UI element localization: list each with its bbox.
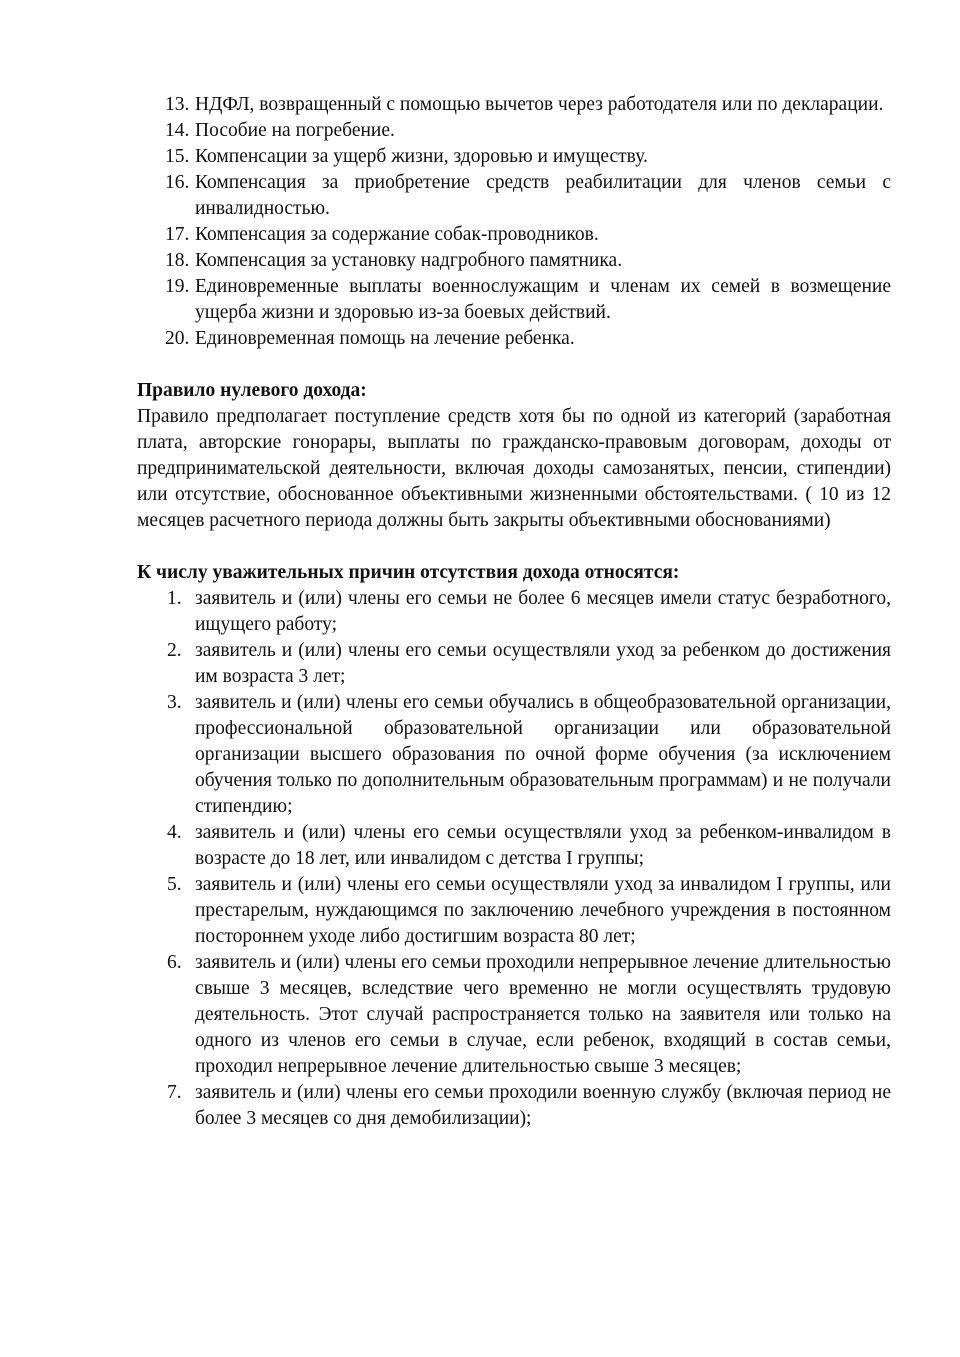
item-number: 17. [165, 224, 190, 245]
item-number: 6. [167, 952, 182, 973]
item-number: 2. [167, 640, 182, 661]
item-text: Компенсация за содержание собак-проводников. [195, 224, 599, 245]
spacer [137, 534, 891, 560]
item-number: 7. [167, 1082, 182, 1103]
list-item [137, 326, 891, 352]
item-number: 16. [165, 172, 190, 193]
item-number: 4. [167, 822, 182, 843]
item-text: заявитель и (или) члены его семьи осуществляли уход за инвалидом I группы, или престарелым, нуждающимся по заключению лечебного учреждения в постоянном постороннем уходе либо достигшим возраста 80 лет; [195, 874, 891, 947]
list-item [137, 118, 891, 144]
payments-list-continued [137, 92, 891, 352]
valid-reasons-list [137, 586, 891, 1132]
item-text: Единовременная помощь на лечение ребенка. [195, 328, 575, 349]
item-text: НДФЛ, возвращенный с помощью вычетов через работодателя или по декларации. [195, 94, 884, 115]
list-item [137, 638, 891, 690]
item-text: заявитель и (или) члены его семьи проходили военную службу (включая период не более 3 месяцев со дня демобилизации); [195, 1082, 891, 1129]
item-text: заявитель и (или) члены его семьи осуществляли уход за ребенком до достижения им возраста 3 лет; [195, 640, 891, 687]
item-text: заявитель и (или) члены его семьи осуществляли уход за ребенком-инвалидом в возрасте до 18 лет, или инвалидом с детства I группы; [195, 822, 891, 869]
item-number: 13. [165, 94, 190, 115]
item-text: Единовременные выплаты военнослужащим и членам их семей в возмещение ущерба жизни и здоровью из-за боевых действий. [195, 276, 891, 323]
item-text: заявитель и (или) члены его семьи не более 6 месяцев имели статус безработного, ищущего работу; [195, 588, 891, 635]
item-text: Пособие на погребение. [195, 120, 395, 141]
item-number: 1. [167, 588, 182, 609]
list-item [137, 820, 891, 872]
item-text: заявитель и (или) члены его семьи обучались в общеобразовательной организации, профессиональной образовательной организации или образовательной организации высшего образования по очной форме обучения (за исключением обучения только по дополнительным образовательным программам) и не получали стипендию; [195, 692, 891, 817]
list-item [137, 690, 891, 820]
list-item [137, 222, 891, 248]
list-item [137, 92, 891, 118]
item-text: Компенсации за ущерб жизни, здоровью и имуществу. [195, 146, 648, 167]
spacer [137, 352, 891, 378]
valid-reasons-heading: К числу уважительных причин отсутствия дохода относятся: [137, 562, 680, 583]
document-page [137, 92, 891, 1132]
item-text: Компенсация за приобретение средств реабилитации для членов семьи с инвалидностью. [195, 172, 891, 219]
item-number: 3. [167, 692, 182, 713]
item-number: 15. [165, 146, 190, 167]
list-item [137, 248, 891, 274]
list-item [137, 144, 891, 170]
zero-income-heading: Правило нулевого дохода: [137, 380, 367, 401]
list-item [137, 872, 891, 950]
item-number: 20. [165, 328, 190, 349]
item-number: 5. [167, 874, 182, 895]
item-number: 14. [165, 120, 190, 141]
item-number: 19. [165, 276, 190, 297]
list-item [137, 170, 891, 222]
item-text: заявитель и (или) члены его семьи проходили непрерывное лечение длительностью свыше 3 месяцев, вследствие чего временно не могли осуществлять трудовую деятельность. Этот случай распространяется только на заявителя или только на одного из членов его семьи в случае, если ребенок, входящий в состав семьи, проходил непрерывное лечение длительностью свыше 3 месяцев; [195, 952, 891, 1077]
zero-income-paragraph: Правило предполагает поступление средств хотя бы по одной из категорий (заработная плата, авторские гонорары, выплаты по гражданско-правовым договорам, доходы от предпринимательской деятельности, включая доходы самозанятых, пенсии, стипендии) или отсутствие, обоснованное объективными жизненными обстоятельствами. ( 10 из 12 месяцев расчетного периода должны быть закрыты объективными обоснованиями) [137, 406, 891, 531]
item-text: Компенсация за установку надгробного памятника. [195, 250, 623, 271]
list-item [137, 950, 891, 1080]
item-number: 18. [165, 250, 190, 271]
list-item [137, 1080, 891, 1132]
list-item [137, 274, 891, 326]
list-item [137, 586, 891, 638]
